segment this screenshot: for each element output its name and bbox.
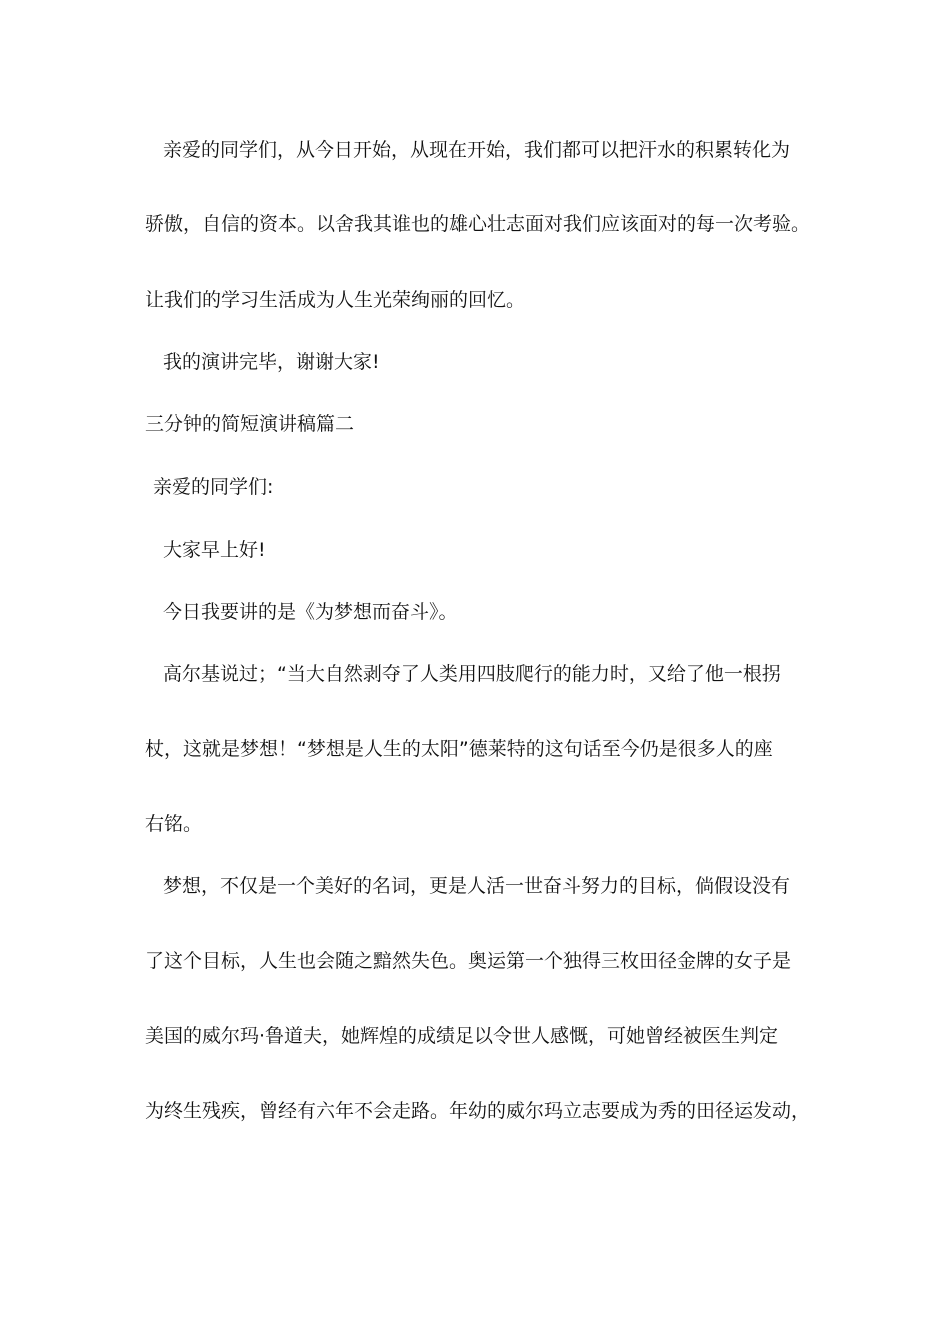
section-heading: 三分钟的简短演讲稿篇二 <box>145 413 355 435</box>
paragraph-line: 亲爱的同学们，从今日开始，从现在开始，我们都可以把汗水的积累转化为 <box>163 139 791 161</box>
paragraph-line: 为终生残疾，曾经有六年不会走路。年幼的威尔玛立志要成为秀的田径运发动， <box>145 1100 811 1122</box>
paragraph-line: 骄傲，自信的资本。以舍我其谁也的雄心壮志面对我们应该面对的每一次考验。 <box>145 213 811 235</box>
greeting-line: 大家早上好! <box>163 539 266 561</box>
paragraph-line: 杖，这就是梦想！“梦想是人生的太阳”德莱特的这句话至今仍是很多人的座 <box>145 738 773 760</box>
paragraph-line: 右铭。 <box>145 813 203 835</box>
closing-line: 我的演讲完毕，谢谢大家! <box>163 351 380 373</box>
paragraph-line: 梦想，不仅是一个美好的名词，更是人活一世奋斗努力的目标，倘假设没有 <box>163 875 791 897</box>
salutation: 亲爱的同学们: <box>153 476 274 498</box>
paragraph-line: 高尔基说过；“当大自然剥夺了人类用四肢爬行的能力时，又给了他一根拐 <box>163 663 781 685</box>
paragraph-line: 了这个目标，人生也会随之黯然失色。奥运第一个独得三枚田径金牌的女子是 <box>145 950 792 972</box>
paragraph-line: 让我们的学习生活成为人生光荣绚丽的回忆。 <box>145 289 526 311</box>
topic-line: 今日我要讲的是《为梦想而奋斗》。 <box>163 601 458 623</box>
paragraph-line: 美国的威尔玛·鲁道夫，她辉煌的成绩足以令世人感慨，可她曾经被医生判定 <box>145 1025 779 1047</box>
